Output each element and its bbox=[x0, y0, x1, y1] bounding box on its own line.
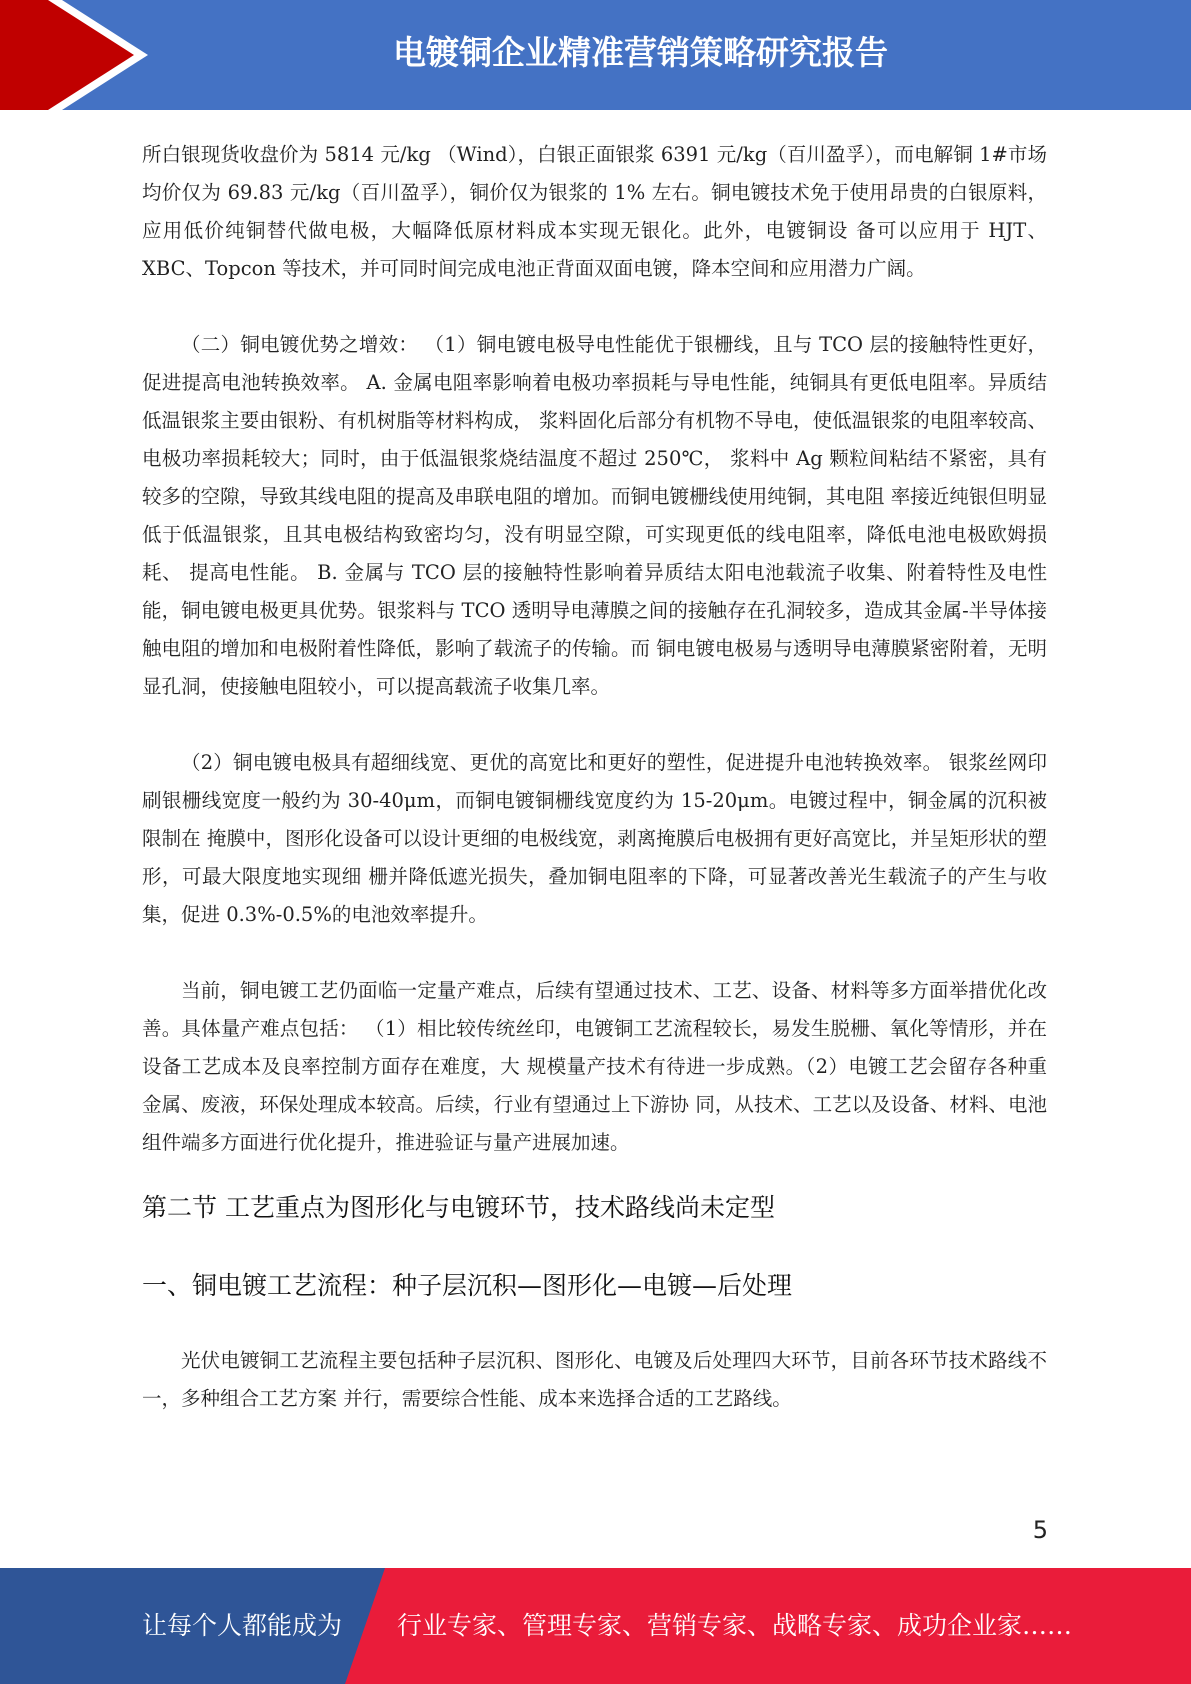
section-heading: 第二节 工艺重点为图形化与电镀环节，技术路线尚未定型 bbox=[142, 1193, 775, 1222]
page-content bbox=[142, 136, 1047, 1418]
paragraph-gap bbox=[142, 288, 1047, 326]
paragraph-fine-line-advantage: （2）铜电镀电极具有超细线宽、更优的高宽比和更好的塑性，促进提升电池转换效率。 银浆丝网印刷银栅线宽度一般约为 30-40μm，而铜电镀铜栅线宽度约为 15-20μm。电镀过程中，铜金属的沉积被限制在 掩膜中，图形化设备可以设计更细的电极线宽，剥离掩膜后电极拥有更好高宽比，并呈矩形状的塑形，可最大限度地实现细 栅并降低遮光损失，叠加铜电阻率的下降，可显著改善光生载流子的产生与收集，促进 0.3%-0.5%的电池效率提升。 bbox=[142, 751, 1047, 926]
heading-gap bbox=[142, 1228, 1047, 1266]
paragraph-gap bbox=[142, 706, 1047, 744]
heading-gap bbox=[142, 1306, 1047, 1342]
subsection-heading: 一、铜电镀工艺流程：种子层沉积—图形化—电镀—后处理 bbox=[142, 1271, 793, 1300]
page-number: 5 bbox=[1032, 1516, 1048, 1544]
report-title: 电镀铜企业精准营销策略研究报告 bbox=[393, 33, 888, 72]
page-header bbox=[0, 0, 1191, 110]
page-footer bbox=[0, 1568, 1191, 1684]
footer-slogan-right: 行业专家、管理专家、营销专家、战略专家、成功企业家…… bbox=[397, 1611, 1073, 1640]
paragraph-efficiency-advantage: （二）铜电镀优势之增效： （1）铜电镀电极导电性能优于银栅线，且与 TCO 层的接触特性更好，促进提高电池转换效率。 A. 金属电阻率影响着电极功率损耗与导电性能，纯铜具有更低电阻率。异质结低温银浆主要由银粉、有机树脂等材料构成， 浆料固化后部分有机物不导电，使低温银浆的电阻率较高、电极功率损耗较大；同时，由于低温银浆烧结温度不超过 250℃， 浆料中 Ag 颗粒间粘结不紧密，具有较多的空隙，导致其线电阻的提高及串联电阻的增加。而铜电镀栅线使用纯铜，其电阻 率接近纯银但明显低于低温银浆，且其电极结构致密均匀，没有明显空隙，可实现更低的线电阻率，降低电池电极欧姆损耗、 提高电性能。 B. 金属与 TCO 层的接触特性影响着异质结太阳电池载流子收集、附着特性及电性能，铜电镀电极更具优势。银浆料与 TCO 透明导电薄膜之间的接触存在孔洞较多，造成其金属-半导体接触电阻的增加和电极附着性降低，影响了载流子的传输。而 铜电镀电极易与透明导电薄膜紧密附着，无明显孔洞，使接触电阻较小，可以提高载流子收集几率。 bbox=[142, 333, 1047, 698]
heading-gap bbox=[142, 1162, 1047, 1188]
paragraph-process-flow: 光伏电镀铜工艺流程主要包括种子层沉积、图形化、电镀及后处理四大环节，目前各环节技术路线不一，多种组合工艺方案 并行，需要综合性能、成本来选择合适的工艺路线。 bbox=[142, 1349, 1047, 1410]
footer-slogan-left: 让每个人都能成为 bbox=[142, 1611, 343, 1640]
paragraph-gap bbox=[142, 934, 1047, 972]
paragraph-silver-price: 所白银现货收盘价为 5814 元/kg （Wind），白银正面银浆 6391 元/kg（百川盈孚），而电解铜 1#市场均价仅为 69.83 元/kg（百川盈孚），铜价仅为银浆的 1% 左右。铜电镀技术免于使用昂贵的白银原料，应用低价纯铜替代做电极，大幅降低原材料成本实现无银化。此外，电镀铜设 备可以应用于 HJT、XBC、Topcon 等技术，并可同时间完成电池正背面双面电镀，降本空间和应用潜力广阔。 bbox=[142, 143, 1047, 280]
paragraph-mass-production-challenges: 当前，铜电镀工艺仍面临一定量产难点，后续有望通过技术、工艺、设备、材料等多方面举措优化改善。具体量产难点包括： （1）相比较传统丝印，电镀铜工艺流程较长，易发生脱栅、氧化等情形，并在设备工艺成本及良率控制方面存在难度，大 规模量产技术有待进一步成熟。（2）电镀工艺会留存各种重金属、废液，环保处理成本较高。后续，行业有望通过上下游协 同，从技术、工艺以及设备、材料、电池组件端多方面进行优化提升，推进验证与量产进展加速。 bbox=[142, 979, 1047, 1154]
